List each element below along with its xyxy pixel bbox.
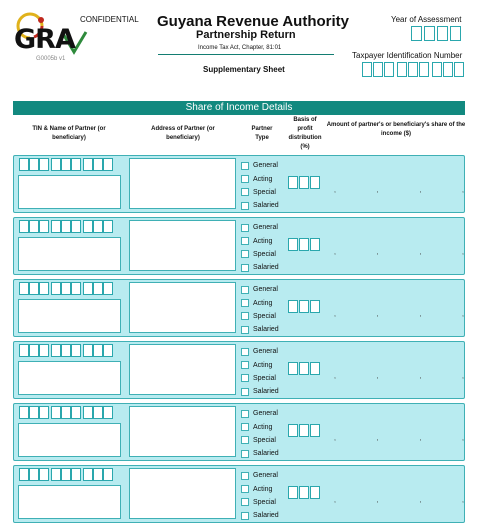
profit-basis-digit-box[interactable] <box>288 176 298 189</box>
partner-row <box>13 465 465 523</box>
partner-type-option[interactable] <box>241 221 279 234</box>
amount-separator: , <box>462 435 464 442</box>
profit-basis-input[interactable] <box>288 176 321 189</box>
amount-separator: , <box>376 311 379 318</box>
partner-tin-digit-box[interactable] <box>19 220 29 233</box>
partner-type-label: Acting <box>253 423 273 431</box>
partner-type-option[interactable] <box>241 323 279 336</box>
partner-tin-digit-box[interactable] <box>19 158 29 171</box>
partner-type-label: General <box>253 348 278 356</box>
partner-type-options <box>241 407 279 461</box>
partner-type-label: Special <box>253 436 276 444</box>
profit-basis-digit-box[interactable] <box>288 300 298 313</box>
partner-type-checkbox[interactable] <box>241 237 249 245</box>
partner-address-input[interactable] <box>129 468 236 519</box>
partner-type-checkbox[interactable] <box>241 250 249 258</box>
tin-digit-box[interactable] <box>362 62 372 77</box>
tin-digit-box[interactable] <box>419 62 429 77</box>
partner-type-checkbox[interactable] <box>241 299 249 307</box>
amount-separator: , <box>334 311 336 318</box>
partner-type-checkbox[interactable] <box>241 175 249 183</box>
partner-address-input[interactable] <box>129 406 236 457</box>
amount-input[interactable] <box>334 435 464 442</box>
partner-tin-digit-box[interactable] <box>71 406 81 419</box>
tin-digit-box[interactable] <box>397 62 407 77</box>
partner-type-checkbox[interactable] <box>241 326 249 334</box>
section-banner: Share of Income Details <box>13 101 465 115</box>
partner-tin-input[interactable] <box>19 220 113 233</box>
partner-type-options <box>241 345 279 399</box>
partner-row <box>13 217 465 275</box>
partner-type-checkbox[interactable] <box>241 436 249 444</box>
partner-tin-digit-box[interactable] <box>71 158 81 171</box>
partner-tin-input[interactable] <box>19 282 113 295</box>
partner-name-input[interactable] <box>18 175 121 209</box>
amount-input[interactable] <box>334 187 464 194</box>
partner-type-checkbox[interactable] <box>241 264 249 272</box>
column-header-amount: Amount of partner's or beneficiary's share of the income ($) <box>326 122 466 137</box>
partner-type-label: General <box>253 410 278 418</box>
profit-basis-digit-box[interactable] <box>299 300 309 313</box>
partner-name-input[interactable] <box>18 361 121 395</box>
partner-row <box>13 341 465 399</box>
partner-type-label: Special <box>253 188 276 196</box>
partner-type-checkbox[interactable] <box>241 388 249 396</box>
tin-digit-box[interactable] <box>454 62 464 77</box>
form-code: G0005b v1 <box>36 56 66 62</box>
partner-tin-digit-box[interactable] <box>61 344 71 357</box>
partner-type-checkbox[interactable] <box>241 472 249 480</box>
profit-basis-digit-box[interactable] <box>310 300 320 313</box>
partner-type-checkbox[interactable] <box>241 450 249 458</box>
supplementary-label: Supplementary Sheet <box>203 65 285 74</box>
profit-basis-digit-box[interactable] <box>310 486 320 499</box>
profit-basis-digit-box[interactable] <box>299 176 309 189</box>
confidential-label: CONFIDENTIAL <box>80 15 139 24</box>
tin-digit-box[interactable] <box>432 62 442 77</box>
partner-address-input[interactable] <box>129 220 236 271</box>
partner-tin-digit-box[interactable] <box>103 220 113 233</box>
profit-basis-digit-box[interactable] <box>310 362 320 375</box>
amount-separator: , <box>376 373 379 380</box>
partner-type-option[interactable] <box>241 509 279 522</box>
partner-tin-digit-box[interactable] <box>51 220 61 233</box>
year-digit-box[interactable] <box>450 26 461 41</box>
amount-separator: , <box>462 497 464 504</box>
partner-type-option[interactable] <box>241 469 279 482</box>
partner-tin-digit-box[interactable] <box>51 282 61 295</box>
partner-tin-digit-box[interactable] <box>51 158 61 171</box>
partner-tin-input[interactable] <box>19 406 113 419</box>
partner-type-checkbox[interactable] <box>241 202 249 210</box>
partner-type-option[interactable] <box>241 283 279 296</box>
partner-tin-digit-box[interactable] <box>61 158 71 171</box>
partner-type-label: General <box>253 162 278 170</box>
profit-basis-digit-box[interactable] <box>310 176 320 189</box>
partner-address-input[interactable] <box>129 344 236 395</box>
profit-basis-input[interactable] <box>288 424 321 437</box>
amount-separator: , <box>419 249 422 256</box>
amount-separator: , <box>376 435 379 442</box>
year-of-assessment-label: Year of Assessment <box>391 15 462 24</box>
partner-tin-digit-box[interactable] <box>83 158 93 171</box>
partner-tin-digit-box[interactable] <box>29 220 39 233</box>
partner-type-label: Acting <box>253 237 273 245</box>
partner-type-checkbox[interactable] <box>241 498 249 506</box>
partner-type-option[interactable] <box>241 186 279 199</box>
partner-tin-digit-box[interactable] <box>51 406 61 419</box>
amount-separator: , <box>419 435 422 442</box>
partner-type-checkbox[interactable] <box>241 162 249 170</box>
amount-separator: , <box>462 187 464 194</box>
partner-tin-digit-box[interactable] <box>39 220 49 233</box>
partner-tin-digit-box[interactable] <box>39 344 49 357</box>
amount-separator: , <box>419 311 422 318</box>
amount-separator: , <box>419 497 422 504</box>
partner-tin-digit-box[interactable] <box>93 468 103 481</box>
partner-type-option[interactable] <box>241 172 279 185</box>
partner-tin-digit-box[interactable] <box>29 468 39 481</box>
partner-tin-digit-box[interactable] <box>19 282 29 295</box>
partner-type-option[interactable] <box>241 496 279 509</box>
amount-separator: , <box>334 497 336 504</box>
partner-type-label: General <box>253 286 278 294</box>
amount-input[interactable] <box>334 497 464 504</box>
partner-type-label: Acting <box>253 485 273 493</box>
amount-input[interactable] <box>334 311 464 318</box>
partner-tin-digit-box[interactable] <box>83 282 93 295</box>
partner-type-checkbox[interactable] <box>241 188 249 196</box>
partner-tin-digit-box[interactable] <box>71 468 81 481</box>
partner-type-option[interactable] <box>241 358 279 371</box>
amount-separator: , <box>462 311 464 318</box>
amount-separator: , <box>334 249 336 256</box>
partner-tin-digit-box[interactable] <box>93 220 103 233</box>
partner-type-checkbox[interactable] <box>241 410 249 418</box>
tin-label: Taxpayer Identification Number <box>352 51 463 60</box>
amount-separator: , <box>376 497 379 504</box>
partner-type-checkbox[interactable] <box>241 361 249 369</box>
partner-tin-digit-box[interactable] <box>29 344 39 357</box>
profit-basis-input[interactable] <box>288 362 321 375</box>
partner-type-option[interactable] <box>241 407 279 420</box>
partner-tin-digit-box[interactable] <box>83 468 93 481</box>
partner-type-option[interactable] <box>241 248 279 261</box>
partner-name-input[interactable] <box>18 423 121 457</box>
amount-separator: , <box>334 373 336 380</box>
partner-type-label: Salaried <box>253 450 279 458</box>
partner-tin-digit-box[interactable] <box>19 344 29 357</box>
authority-title: Guyana Revenue Authority <box>157 13 349 30</box>
act-reference: Income Tax Act, Chapter, 81:01 <box>198 45 282 51</box>
partner-type-label: Special <box>253 312 276 320</box>
return-title: Partnership Return <box>196 29 296 41</box>
tin-input[interactable] <box>362 62 465 77</box>
partner-type-checkbox[interactable] <box>241 224 249 232</box>
column-header-tin-name: TIN & Name of Partner (or beneficiary) <box>32 126 106 141</box>
partner-name-input[interactable] <box>18 299 121 333</box>
partner-type-label: Salaried <box>253 202 279 210</box>
profit-basis-digit-box[interactable] <box>310 424 320 437</box>
partner-tin-input[interactable] <box>19 468 113 481</box>
profit-basis-digit-box[interactable] <box>310 238 320 251</box>
partner-type-label: Acting <box>253 299 273 307</box>
partner-type-options <box>241 159 279 213</box>
partner-type-checkbox[interactable] <box>241 423 249 431</box>
partner-tin-digit-box[interactable] <box>39 406 49 419</box>
column-header-basis: Basis of profit distribution (%) <box>288 117 322 150</box>
partner-type-option[interactable] <box>241 261 279 274</box>
amount-separator: , <box>334 435 336 442</box>
partner-row <box>13 279 465 337</box>
tin-digit-box[interactable] <box>443 62 453 77</box>
partner-type-checkbox[interactable] <box>241 512 249 520</box>
partner-tin-digit-box[interactable] <box>103 344 113 357</box>
partner-type-option[interactable] <box>241 345 279 358</box>
partner-type-label: Acting <box>253 175 273 183</box>
partner-tin-digit-box[interactable] <box>51 468 61 481</box>
partner-type-label: General <box>253 224 278 232</box>
partner-tin-digit-box[interactable] <box>103 406 113 419</box>
profit-basis-input[interactable] <box>288 238 321 251</box>
partner-tin-digit-box[interactable] <box>83 344 93 357</box>
partner-tin-digit-box[interactable] <box>39 282 49 295</box>
profit-basis-digit-box[interactable] <box>299 424 309 437</box>
year-digit-box[interactable] <box>424 26 435 41</box>
profit-basis-digit-box[interactable] <box>299 238 309 251</box>
profit-basis-digit-box[interactable] <box>299 362 309 375</box>
amount-separator: , <box>376 187 379 194</box>
tin-digit-box[interactable] <box>408 62 418 77</box>
partner-row <box>13 155 465 213</box>
partner-tin-digit-box[interactable] <box>51 344 61 357</box>
partner-tin-digit-box[interactable] <box>29 406 39 419</box>
partner-type-option[interactable] <box>241 385 279 398</box>
partner-tin-digit-box[interactable] <box>19 406 29 419</box>
column-header-address: Address of Partner (or beneficiary) <box>151 126 215 141</box>
profit-basis-digit-box[interactable] <box>288 238 298 251</box>
partner-tin-digit-box[interactable] <box>71 220 81 233</box>
partner-tin-digit-box[interactable] <box>61 468 71 481</box>
amount-input[interactable] <box>334 249 464 256</box>
profit-basis-digit-box[interactable] <box>288 486 298 499</box>
partner-tin-digit-box[interactable] <box>29 158 39 171</box>
partner-type-label: Acting <box>253 361 273 369</box>
partner-type-label: Salaried <box>253 512 279 520</box>
partner-type-label: Special <box>253 498 276 506</box>
partner-type-option[interactable] <box>241 234 279 247</box>
partner-type-label: Special <box>253 250 276 258</box>
partner-name-input[interactable] <box>18 485 121 519</box>
partner-type-checkbox[interactable] <box>241 485 249 493</box>
partner-type-option[interactable] <box>241 420 279 433</box>
partner-name-input[interactable] <box>18 237 121 271</box>
amount-separator: , <box>419 373 422 380</box>
amount-separator: , <box>376 249 379 256</box>
partner-type-label: Salaried <box>253 326 279 334</box>
partner-type-checkbox[interactable] <box>241 348 249 356</box>
partner-tin-digit-box[interactable] <box>93 406 103 419</box>
partner-tin-digit-box[interactable] <box>39 468 49 481</box>
partner-type-option[interactable] <box>241 199 279 212</box>
tin-digit-box[interactable] <box>373 62 383 77</box>
partner-tin-digit-box[interactable] <box>83 406 93 419</box>
tin-digit-box[interactable] <box>384 62 394 77</box>
partner-type-option[interactable] <box>241 310 279 323</box>
profit-basis-digit-box[interactable] <box>299 486 309 499</box>
partner-tin-digit-box[interactable] <box>29 282 39 295</box>
logo-text: GRA <box>14 24 75 55</box>
partner-tin-digit-box[interactable] <box>61 406 71 419</box>
partner-type-option[interactable] <box>241 447 279 460</box>
amount-separator: , <box>462 249 464 256</box>
partner-tin-digit-box[interactable] <box>71 282 81 295</box>
amount-input[interactable] <box>334 373 464 380</box>
partner-tin-digit-box[interactable] <box>103 468 113 481</box>
partner-type-label: Special <box>253 374 276 382</box>
partner-tin-digit-box[interactable] <box>93 282 103 295</box>
partner-type-label: Salaried <box>253 388 279 396</box>
partner-tin-digit-box[interactable] <box>103 282 113 295</box>
partner-type-option[interactable] <box>241 159 279 172</box>
partner-type-option[interactable] <box>241 482 279 495</box>
year-digit-box[interactable] <box>437 26 448 41</box>
partner-type-option[interactable] <box>241 372 279 385</box>
partner-tin-digit-box[interactable] <box>61 220 71 233</box>
partner-tin-digit-box[interactable] <box>93 344 103 357</box>
profit-basis-digit-box[interactable] <box>288 424 298 437</box>
partner-address-input[interactable] <box>129 282 236 333</box>
profit-basis-input[interactable] <box>288 486 321 499</box>
partner-address-input[interactable] <box>129 158 236 209</box>
column-header-type: Partner Type <box>251 126 273 141</box>
partner-type-label: Salaried <box>253 264 279 272</box>
partner-type-label: General <box>253 472 278 480</box>
partner-tin-digit-box[interactable] <box>19 468 29 481</box>
profit-basis-digit-box[interactable] <box>288 362 298 375</box>
partner-type-option[interactable] <box>241 296 279 309</box>
partner-tin-digit-box[interactable] <box>39 158 49 171</box>
amount-separator: , <box>334 187 336 194</box>
partner-type-checkbox[interactable] <box>241 374 249 382</box>
amount-separator: , <box>462 373 464 380</box>
amount-separator: , <box>419 187 422 194</box>
partner-tin-digit-box[interactable] <box>61 282 71 295</box>
partner-tin-digit-box[interactable] <box>93 158 103 171</box>
year-digit-box[interactable] <box>411 26 422 41</box>
partner-tin-digit-box[interactable] <box>103 158 113 171</box>
partner-type-options <box>241 221 279 275</box>
partner-type-options <box>241 469 279 523</box>
partner-tin-digit-box[interactable] <box>83 220 93 233</box>
profit-basis-input[interactable] <box>288 300 321 313</box>
partner-tin-digit-box[interactable] <box>71 344 81 357</box>
partner-type-options <box>241 283 279 337</box>
partner-type-checkbox[interactable] <box>241 286 249 294</box>
year-of-assessment-input[interactable] <box>411 26 463 41</box>
partner-type-checkbox[interactable] <box>241 312 249 320</box>
partner-type-option[interactable] <box>241 434 279 447</box>
title-rule <box>158 54 334 55</box>
partner-tin-input[interactable] <box>19 158 113 171</box>
partner-row <box>13 403 465 461</box>
partner-tin-input[interactable] <box>19 344 113 357</box>
